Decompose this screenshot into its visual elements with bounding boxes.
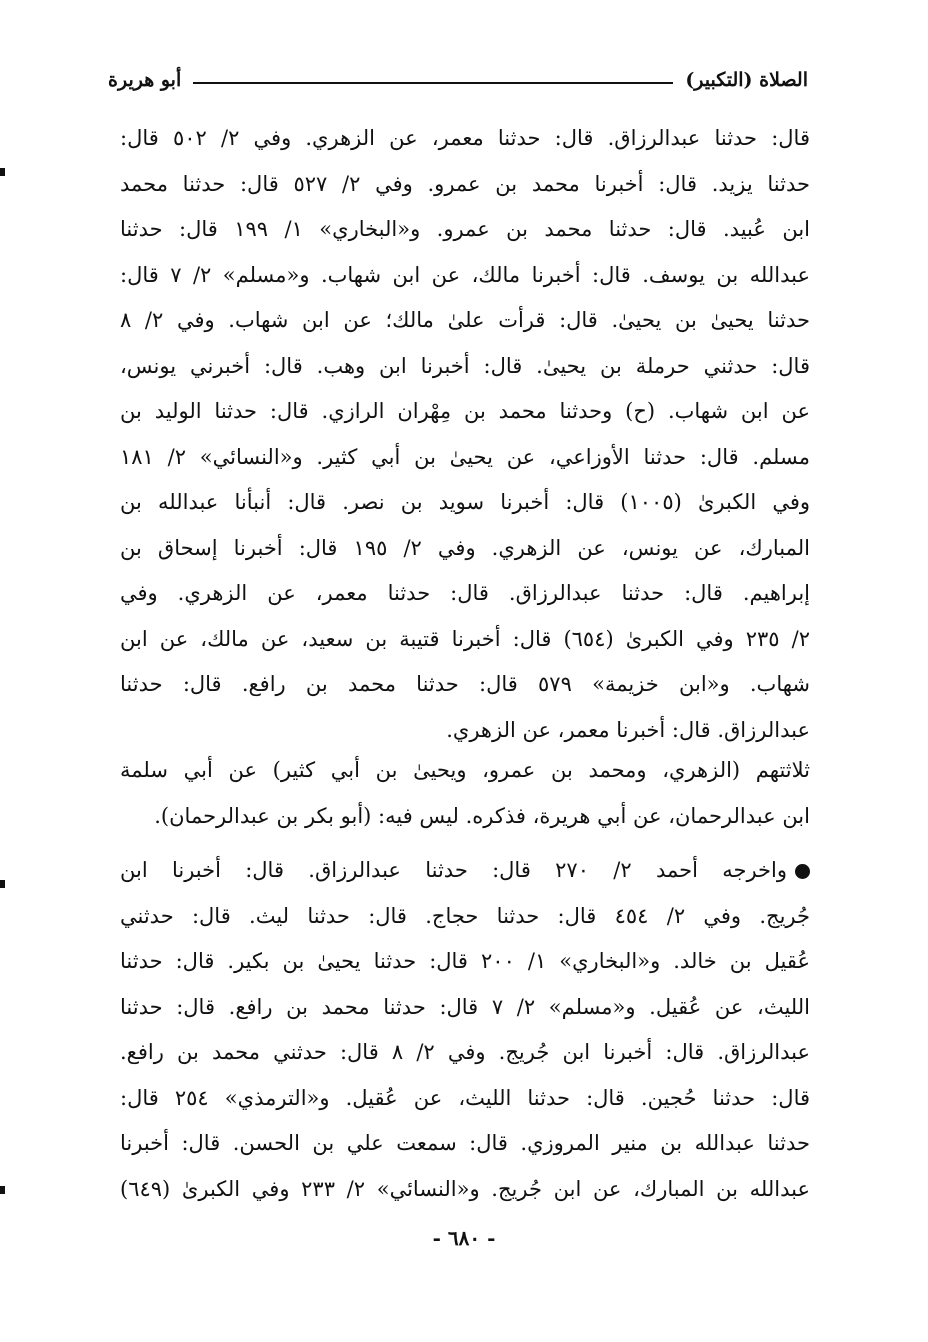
- text-line: إبراهيم. قال: حدثنا عبدالرزاق. قال: حدثنا معمر، عن الزهري. وفي: [120, 581, 810, 605]
- text-line: عن ابن شهاب. (ح) وحدثنا محمد بن مِهْران الرازي. قال: حدثنا الوليد بن: [120, 399, 810, 423]
- text-line: ابن عبدالرحمان، عن أبي هريرة، فذكره. ليس فيه: (أبو بكر بن عبدالرحمان).: [154, 803, 810, 828]
- narrator-name: أبو هريرة: [108, 69, 182, 91]
- chapter-title: الصلاة (التكبير): [685, 69, 808, 91]
- text-line: قال: حدثنا حُجين. قال: حدثنا الليث، عن عُقيل. و«الترمذي» ٢٥٤ قال:: [120, 1085, 810, 1110]
- text-line: حدثنا يزيد. قال: أخبرنا محمد بن عمرو. وفي ٢/ ٥٢٧ قال: حدثنا محمد: [120, 171, 810, 196]
- text-line: الليث، عن عُقيل. و«مسلم» ٢/ ٧ قال: حدثنا محمد بن رافع. قال: حدثنا: [120, 994, 810, 1019]
- text-line: عبدالله بن المبارك، عن ابن جُريج. و«النسائي» ٢/ ٢٣٣ وفي الكبرىٰ (٦٤٩): [120, 1176, 810, 1201]
- text-line: حدثنا يحيىٰ بن يحيىٰ. قال: قرأت علىٰ مالك؛ عن ابن شهاب. وفي ٢/ ٨: [120, 308, 810, 332]
- text-line: المبارك، عن يونس، عن الزهري. وفي ٢/ ١٩٥ قال: أخبرنا إسحاق بن: [120, 535, 810, 560]
- text-line: قال: حدثنا عبدالرزاق. قال: حدثنا معمر، عن الزهري. وفي ٢/ ٥٠٢ قال:: [120, 126, 810, 150]
- page-number: - ٦٨٠ -: [432, 1226, 496, 1250]
- text-line: جُريج. وفي ٢/ ٤٥٤ قال: حدثنا حجاج. قال: حدثنا ليث. قال: حدثني: [120, 903, 810, 928]
- text-line: عبدالرزاق. قال: أخبرنا ابن جُريج. وفي ٢/ ٨ قال: حدثني محمد بن رافع.: [120, 1040, 810, 1064]
- scan-edge-mark: [0, 168, 5, 176]
- text-line: عبدالله بن يوسف. قال: أخبرنا مالك، عن ابن شهاب. و«مسلم» ٢/ ٧ قال:: [120, 262, 810, 287]
- text-line: عبدالرزاق. قال: أخبرنا معمر، عن الزهري.: [446, 717, 810, 742]
- running-header: [108, 64, 808, 96]
- text-line: حدثنا عبدالله بن منير المروزي. قال: سمعت علي بن الحسن. قال: أخبرنا: [120, 1131, 810, 1155]
- text-line: ٢/ ٢٣٥ وفي الكبرىٰ (٦٥٤) قال: أخبرنا قتيبة بن سعيد، عن مالك، عن ابن: [120, 626, 810, 651]
- text-line: ثلاثتهم (الزهري، ومحمد بن عمرو، ويحيىٰ بن أبي كثير) عن أبي سلمة: [120, 758, 810, 782]
- bullet-icon: [795, 864, 810, 879]
- summary-paragraph: [120, 748, 810, 839]
- scan-edge-mark: [0, 880, 5, 888]
- text-line: قال: حدثني حرملة بن يحيىٰ. قال: أخبرنا ابن وهب. قال: أخبرني يونس،: [120, 353, 810, 378]
- text-line: وفي الكبرىٰ (١٠٠٥) قال: أخبرنا سويد بن نصر. قال: أنبأنا عبدالله بن: [120, 490, 810, 514]
- takhrij-paragraph-2: [120, 848, 810, 1212]
- takhrij-paragraph-1: [120, 116, 810, 753]
- text-line: شهاب. و«ابن خزيمة» ٥٧٩ قال: حدثنا محمد بن رافع. قال: حدثنا: [120, 672, 810, 696]
- text-line: عُقيل بن خالد. و«البخاري» ١/ ٢٠٠ قال: حدثنا يحيىٰ بن بكير. قال: حدثنا: [120, 949, 810, 973]
- text-line-with-bullet: [120, 848, 810, 894]
- text-line: مسلم. قال: حدثنا الأوزاعي، عن يحيىٰ بن أبي كثير. و«النسائي» ٢/ ١٨١: [120, 444, 810, 469]
- text-line: واخرجه أحمد ٢/ ٢٧٠ قال: حدثنا عبدالرزاق. قال: أخبرنا ابن: [120, 858, 787, 882]
- scan-edge-mark: [0, 1186, 5, 1194]
- header-rule: [193, 82, 673, 84]
- text-line: ابن عُبيد. قال: حدثنا محمد بن عمرو. و«البخاري» ١/ ١٩٩ قال: حدثنا: [120, 217, 810, 241]
